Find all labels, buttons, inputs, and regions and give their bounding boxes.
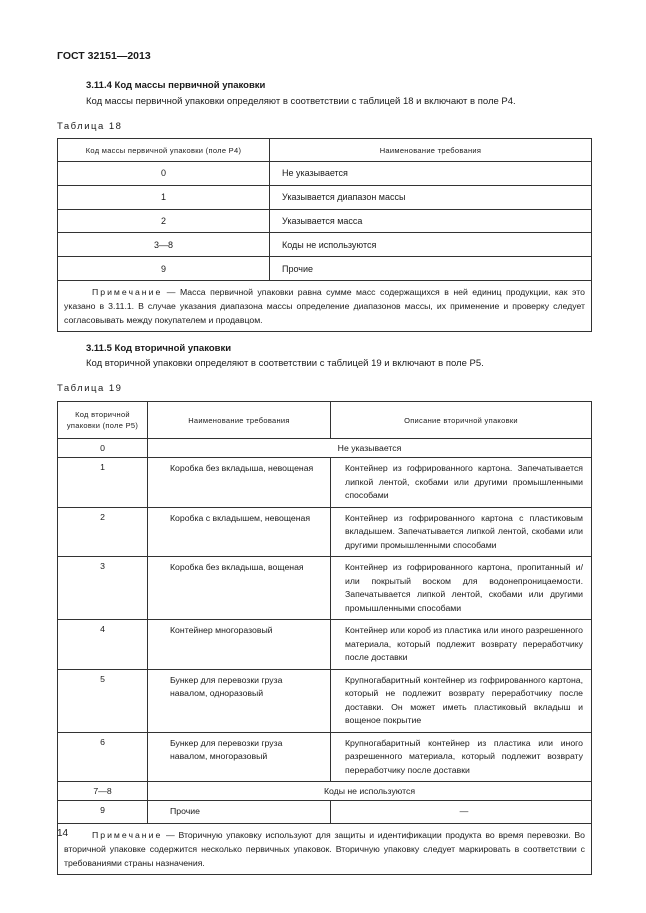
code-cell: 1 xyxy=(58,185,270,209)
note-text: — Масса первичной упаковки равна сумме масс содержащихся в ней единиц продукции, как это указано в 3.11.1. В случае указания диапазона массы определение диапазонов массы, их применение и проверку следует согласовывать между покупателем и продавцом. xyxy=(64,286,585,325)
page-number: 14 xyxy=(57,828,69,839)
table-19 xyxy=(57,401,592,875)
table-row xyxy=(58,257,592,281)
section-text-3-11-4: Код массы первичной упаковки определяют в соответствии с таблицей 18 и включают в поле Р4. xyxy=(86,96,516,107)
column-header: Наименование требования xyxy=(270,139,592,162)
code-cell: 2 xyxy=(58,209,270,233)
table-row xyxy=(58,732,592,782)
note-label: Примечание xyxy=(92,829,163,840)
note-text: — Вторичную упаковку используют для защиты и идентификации продукта во время перевозки. Во вторичной упаковке содержится несколько первичных упаковок. Вторичную упаковку следует маркировать в соответствии с требованиями страны назначения. xyxy=(64,829,585,868)
column-header: Код массы первичной упаковки (поле Р4) xyxy=(58,139,270,162)
table-row xyxy=(58,782,592,801)
merged-cell: Коды не используются xyxy=(148,782,592,801)
table-row xyxy=(58,162,592,186)
table-row xyxy=(58,620,592,670)
table-row xyxy=(58,209,592,233)
table-row xyxy=(58,233,592,257)
requirement-cell: Указывается масса xyxy=(270,209,592,233)
code-cell: 2 xyxy=(58,507,148,557)
section-title-3-11-5: 3.11.5 Код вторичной упаковки xyxy=(86,343,232,354)
requirement-cell: Коробка без вкладыша, вощеная xyxy=(148,557,331,620)
requirement-cell: Коды не используются xyxy=(270,233,592,257)
table-row xyxy=(58,801,592,824)
table-row xyxy=(58,507,592,557)
code-cell: 0 xyxy=(58,162,270,186)
description-cell: Контейнер из гофрированного картона, пропитанный и/или покрытый воском для водонепроницаемости. Запечатывается липкой лентой, скобами или другими промышленными способами xyxy=(331,557,592,620)
description-cell: Контейнер из гофрированного картона с пластиковым вкладышем. Запечатывается липкой лентой, скобами или другими промышленными способами xyxy=(331,507,592,557)
table-header-row xyxy=(58,402,592,439)
requirement-cell: Не указывается xyxy=(270,162,592,186)
code-cell: 0 xyxy=(58,439,148,458)
table-row xyxy=(58,439,592,458)
table-row xyxy=(58,557,592,620)
column-header: Описание вторичной упаковки xyxy=(331,402,592,439)
requirement-cell: Коробка с вкладышем, невощеная xyxy=(148,507,331,557)
table-row xyxy=(58,458,592,508)
requirement-cell: Прочие xyxy=(148,801,331,824)
code-cell: 7—8 xyxy=(58,782,148,801)
document-header: ГОСТ 32151—2013 xyxy=(57,50,151,62)
section-text-3-11-5: Код вторичной упаковки определяют в соответствии с таблицей 19 и включают в поле Р5. xyxy=(86,358,484,369)
table-note-row xyxy=(58,823,592,874)
description-cell: Крупногабаритный контейнер из гофрированного картона, который не подлежит возврату переработчику после доставки. Он может иметь пластиковый вкладыш и вощеное покрытие xyxy=(331,669,592,732)
table-row xyxy=(58,185,592,209)
table-note xyxy=(58,280,592,331)
code-cell: 3—8 xyxy=(58,233,270,257)
code-cell: 9 xyxy=(58,801,148,824)
section-title-3-11-4: 3.11.4 Код массы первичной упаковки xyxy=(86,80,266,91)
table-18 xyxy=(57,138,592,332)
table19-caption: Таблица 19 xyxy=(57,383,123,394)
table-note-row xyxy=(58,280,592,331)
code-cell: 5 xyxy=(58,669,148,732)
requirement-cell: Бункер для перевозки груза навалом, одноразовый xyxy=(148,669,331,732)
table-note xyxy=(58,823,592,874)
code-cell: 6 xyxy=(58,732,148,782)
table18-caption: Таблица 18 xyxy=(57,121,123,132)
column-header: Наименование требования xyxy=(148,402,331,439)
table-row xyxy=(58,669,592,732)
requirement-cell: Указывается диапазон массы xyxy=(270,185,592,209)
requirement-cell: Бункер для перевозки груза навалом, многоразовый xyxy=(148,732,331,782)
column-header: Код вторичной упаковки (поле Р5) xyxy=(58,402,148,439)
description-cell: Контейнер из гофрированного картона. Запечатывается липкой лентой, скобами или другими промышленными способами xyxy=(331,458,592,508)
requirement-cell: Прочие xyxy=(270,257,592,281)
description-cell: — xyxy=(331,801,592,824)
merged-cell: Не указывается xyxy=(148,439,592,458)
code-cell: 1 xyxy=(58,458,148,508)
description-cell: Контейнер или короб из пластика или иного разрешенного материала, который подлежит возврату переработчику после доставки xyxy=(331,620,592,670)
requirement-cell: Контейнер многоразовый xyxy=(148,620,331,670)
code-cell: 4 xyxy=(58,620,148,670)
requirement-cell: Коробка без вкладыша, невощеная xyxy=(148,458,331,508)
description-cell: Крупногабаритный контейнер из пластика или иного разрешенного материала, который подлежит возврату переработчику после доставки xyxy=(331,732,592,782)
code-cell: 3 xyxy=(58,557,148,620)
note-label: Примечание xyxy=(92,286,163,297)
table-header-row xyxy=(58,139,592,162)
code-cell: 9 xyxy=(58,257,270,281)
